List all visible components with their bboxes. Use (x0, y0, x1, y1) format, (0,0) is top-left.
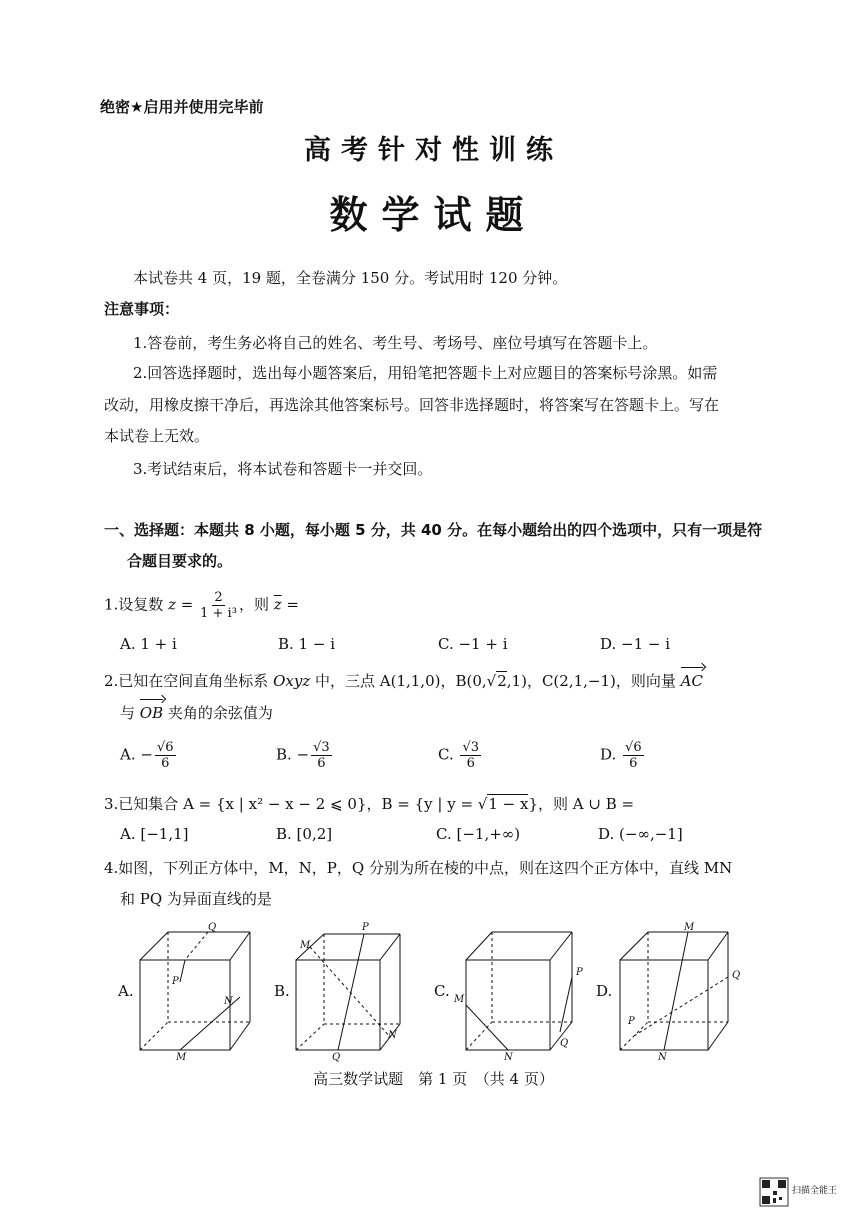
section-heading-cont: 合题目要求的。 (127, 552, 233, 570)
point-m-b: M (300, 940, 311, 951)
intro-text: 本试卷共 4 页，19 题，全卷满分 150 分。考试用时 120 分钟。 (133, 269, 568, 287)
q3-option-b: B. [0,2] (276, 825, 333, 843)
q1-option-a: A. 1 + i (120, 635, 177, 653)
q3-option-a: A. [−1,1] (120, 825, 189, 843)
point-m-a: M (176, 1052, 187, 1063)
notice-item-2: 2.回答选择题时，选出每小题答案后，用铅笔把答题卡上对应题目的答案标号涂黑。如需 (133, 364, 718, 382)
scanner-watermark: 扫描全能王 (792, 1186, 838, 1196)
q1-option-d: D. −1 − i (600, 635, 671, 653)
q2-vector-ob: OB (139, 704, 164, 722)
q2-c-den: 6 (466, 756, 475, 771)
q1-var: z = (168, 595, 194, 614)
q2-option-c-label: C. (438, 745, 459, 764)
cube-figure-d (614, 920, 744, 1063)
exam-title: 高考针对性训练 (304, 135, 563, 166)
point-n-c: N (504, 1052, 513, 1063)
q4-label-c: C. (434, 982, 450, 1000)
point-p-d: P (628, 1016, 635, 1027)
q2-option-a (120, 740, 178, 771)
question-2-cont (120, 702, 273, 724)
q2-option-d-label: D. (600, 745, 622, 764)
q3-text-b: }，则 A ∪ B = (528, 795, 635, 813)
point-n-a: N (224, 996, 233, 1007)
q1-suffix: ，则 (238, 595, 269, 614)
q2-option-d (600, 740, 646, 771)
point-q-a: Q (208, 922, 217, 933)
q1-zbar: $\overline{z}$ (273, 595, 282, 614)
q4-label-a: A. (118, 982, 134, 1000)
cube-figure-b (292, 920, 412, 1063)
q1-numerator: 2 (214, 590, 223, 605)
point-n-d: N (658, 1052, 667, 1063)
q2-vector-ac: AC (680, 672, 703, 690)
notice-title: 注意事项： (104, 300, 180, 318)
q2-text-e: 夹角的余弦值为 (163, 704, 273, 722)
point-q-b: Q (332, 1052, 341, 1063)
q2-option-b-label: B. − (276, 745, 310, 764)
point-m-d: M (684, 922, 695, 933)
q3-text-a: 3.已知集合 A = {x | x² − x − 2 ⩽ 0}，B = {y | y = √ (104, 795, 488, 813)
q3-sqrt: 1 − x (488, 795, 529, 813)
question-4-cont: 和 PQ 为异面直线的是 (120, 890, 272, 908)
q2-text-a: 2.已知在空间直角坐标系 (104, 672, 274, 690)
q3-option-d: D. (−∞,−1] (598, 825, 683, 843)
question-3 (104, 793, 634, 815)
q4-label-d: D. (596, 982, 613, 1000)
q2-a-num: √6 (156, 740, 174, 755)
page-footer: 高三数学试题 第 1 页 （共 4 页） (313, 1070, 554, 1088)
q4-label-b: B. (274, 982, 290, 1000)
qr-code-icon (760, 1178, 788, 1206)
notice-item-3: 3.考试结束后，将本试卷和答题卡一并交回。 (133, 460, 433, 478)
notice-item-2-cont: 改动，用橡皮擦干净后，再选涂其他答案标号。回答非选择题时，将答案写在答题卡上。写在 (104, 396, 720, 414)
q1-eq: = (281, 595, 299, 614)
cube-figure-a (138, 920, 258, 1063)
q2-option-b (276, 740, 334, 771)
point-q-d: Q (732, 970, 741, 981)
section-heading: 一、选择题：本题共 8 小题，每小题 5 分，共 40 分。在每小题给出的四个选项中，只有一项是符 (104, 521, 763, 539)
q1-option-c: C. −1 + i (438, 635, 508, 653)
q2-text-d: 与 (120, 704, 140, 722)
q1-prefix: 1.设复数 (104, 595, 164, 614)
q1-option-b: B. 1 − i (278, 635, 336, 653)
q2-option-a-label: A. − (120, 745, 153, 764)
question-1 (104, 590, 299, 621)
q2-b-den: 6 (317, 756, 326, 771)
q2-sqrt2: 2 (497, 672, 507, 690)
point-n-b: N (388, 1030, 397, 1041)
q1-denominator: 1 + i³ (200, 606, 237, 621)
q1-fraction (200, 590, 237, 621)
q3-option-c: C. [−1,+∞) (436, 825, 521, 843)
point-m-c: M (454, 994, 465, 1005)
question-2: 2.已知在空间直角坐标系 Oxyz 中，三点 A(1,1,0)，B(0,√2,1)，C(2,1,−1)，则向量 AC (104, 672, 703, 690)
subject-title: 数学试题 (329, 192, 538, 237)
q2-d-den: 6 (629, 756, 638, 771)
q2-d-num: √6 (625, 740, 642, 755)
confidential-label: 绝密★启用并使用完毕前 (100, 98, 264, 116)
question-4: 4.如图，下列正方体中，M，N，P，Q 分别为所在棱的中点，则在这四个正方体中，直线 MN (104, 859, 733, 877)
point-p-a: P (172, 976, 179, 987)
q2-option-c (438, 740, 483, 771)
point-q-c: Q (560, 1038, 569, 1049)
q2-c-num: √3 (462, 740, 480, 755)
q2-text-b: 中，三点 A(1,1,0)，B(0, (310, 672, 487, 690)
point-p-c: P (576, 967, 583, 978)
q2-oxyz: Oxyz (273, 672, 311, 690)
notice-item-2-end: 本试卷上无效。 (104, 427, 210, 445)
q2-b-num: √3 (313, 740, 330, 755)
q2-text-c: ,1)，C(2,1,−1)，则向量 (506, 672, 681, 690)
point-p-b: P (362, 922, 369, 933)
cube-figure-c (452, 920, 583, 1063)
q2-a-den: 6 (161, 756, 170, 771)
notice-item-1: 1.答卷前，考生务必将自己的姓名、考生号、考场号、座位号填写在答题卡上。 (133, 334, 658, 352)
